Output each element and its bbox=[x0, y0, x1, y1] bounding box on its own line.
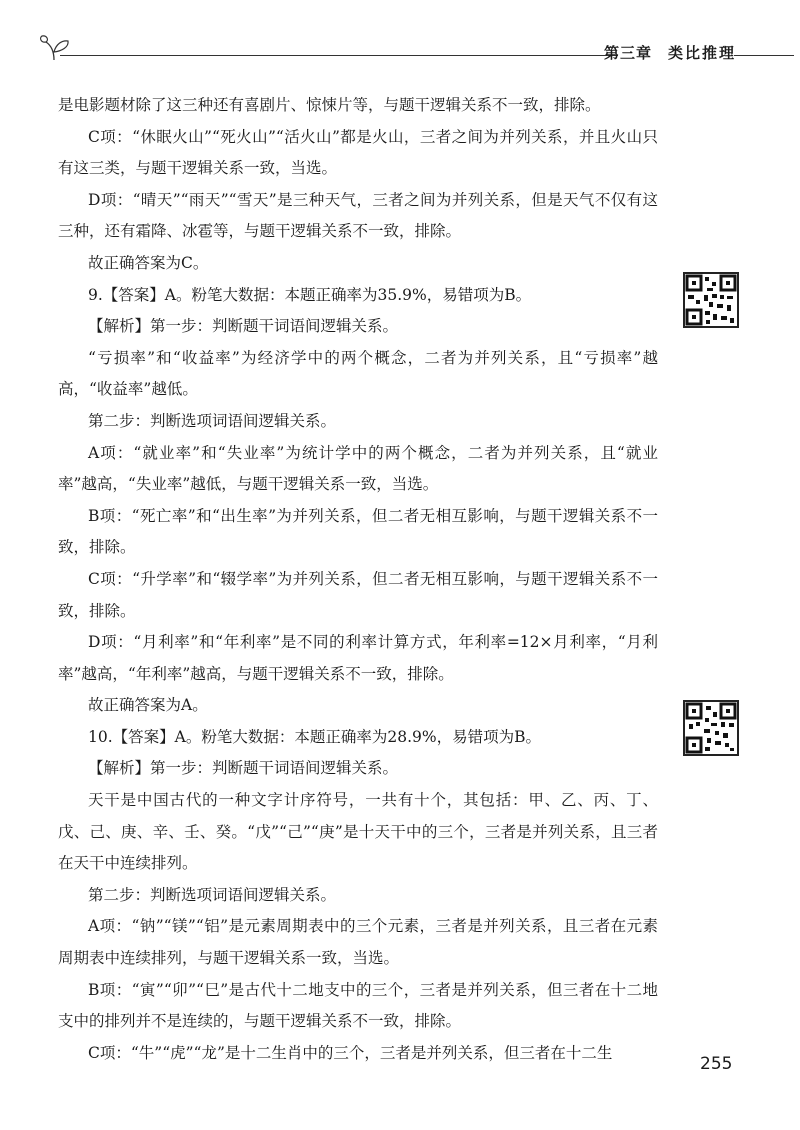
analysis-heading: 【解析】第一步：判断题干词语间逻辑关系。 bbox=[88, 317, 399, 336]
step-heading: 第二步：判断选项词语间逻辑关系。 bbox=[88, 885, 337, 904]
running-header bbox=[38, 34, 763, 64]
analysis-heading: 【解析】第一步：判断题干词语间逻辑关系。 bbox=[88, 759, 399, 778]
paragraph: 故正确答案为C。 bbox=[88, 253, 209, 272]
paragraph: C项：“牛”“虎”“龙”是十二生肖中的三个，三者是并列关系，但三者在十二生 bbox=[88, 1043, 613, 1062]
paragraph: “亏损率”和“收益率”为经济学中的两个概念，二者为并列关系，且“亏损率”越高，“收益率”越低。 bbox=[58, 348, 658, 399]
header-rule-right bbox=[734, 55, 794, 56]
chapter-label: 第三章 bbox=[604, 44, 653, 62]
paragraph: D项：“晴天”“雨天”“雪天”是三种天气，三者之间为并列关系，但是天气不仅有这三种，还有霜降、冰雹等，与题干逻辑关系不一致，排除。 bbox=[58, 190, 658, 241]
answer-explanation-body bbox=[58, 90, 658, 1069]
paragraph: C项：“升学率”和“辍学率”为并列关系，但二者无相互影响，与题干逻辑关系不一致，排除。 bbox=[58, 569, 658, 620]
paragraph: A项：“钠”“镁”“铝”是元素周期表中的三个元素，三者是并列关系，且三者在元素周期表中连续排列，与题干逻辑关系一致，当选。 bbox=[58, 917, 658, 968]
step-heading: 第二步：判断选项词语间逻辑关系。 bbox=[88, 411, 337, 430]
answer-line-10: 10.【答案】A。粉笔大数据：本题正确率为28.9%，易错项为B。 bbox=[88, 727, 541, 746]
paragraph: B项：“寅”“卯”“巳”是古代十二地支中的三个，三者是并列关系，但三者在十二地支中的排列并不是连续的，与题干逻辑关系不一致，排除。 bbox=[58, 980, 658, 1031]
qr-code-icon[interactable] bbox=[683, 700, 739, 756]
paragraph: 是电影题材除了这三种还有喜剧片、惊悚片等，与题干逻辑关系不一致，排除。 bbox=[58, 96, 601, 114]
paragraph: 故正确答案为A。 bbox=[88, 696, 208, 715]
sprout-icon bbox=[38, 34, 72, 62]
answer-line-9: 9.【答案】A。粉笔大数据：本题正确率为35.9%，易错项为B。 bbox=[88, 285, 532, 304]
paragraph: 天干是中国古代的一种文字计序符号，一共有十个，其包括：甲、乙、丙、丁、戊、己、庚、辛、壬、癸。“戊”“己”“庚”是十天干中的三个，三者是并列关系，且三者在天干中连续排列。 bbox=[58, 791, 658, 873]
paragraph: D项：“月利率”和“年利率”是不同的利率计算方式，年利率=12×月利率，“月利率”越高，“年利率”越高，与题干逻辑关系不一致，排除。 bbox=[58, 633, 658, 683]
chapter-title: 类比推理 bbox=[668, 44, 737, 62]
paragraph: A项：“就业率”和“失业率”为统计学中的两个概念，二者为并列关系，且“就业率”越高，“失业率”越低，与题干逻辑关系一致，当选。 bbox=[58, 443, 658, 494]
paragraph: C项：“休眠火山”“死火山”“活火山”都是火山，三者之间为并列关系，并且火山只有这三类，与题干逻辑关系一致，当选。 bbox=[58, 127, 658, 178]
paragraph: B项：“死亡率”和“出生率”为并列关系，但二者无相互影响，与题干逻辑关系不一致，排除。 bbox=[58, 506, 658, 557]
page-number: 255 bbox=[700, 1054, 733, 1074]
qr-code-icon[interactable] bbox=[683, 272, 739, 328]
header-rule-left bbox=[60, 55, 618, 56]
